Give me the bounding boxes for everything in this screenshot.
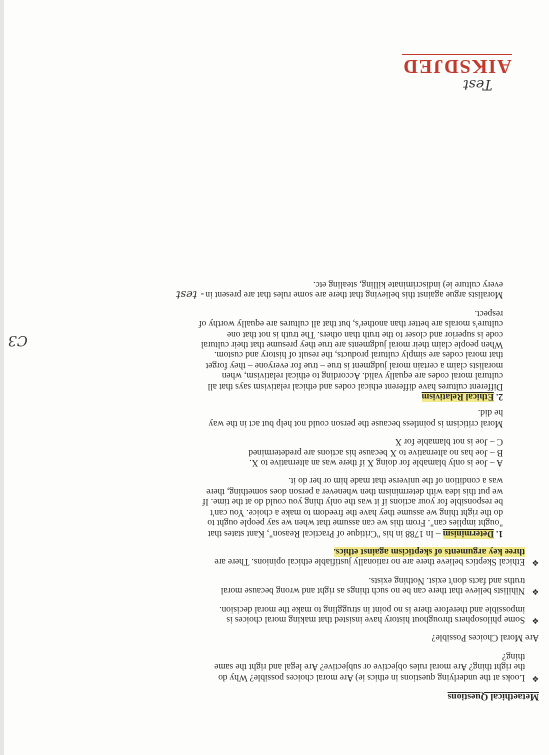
relativism-line-7: culture's morals are better than another's, but that all cultures are equally worthy of	[198, 319, 503, 330]
determinism-heading: Determinism	[442, 528, 494, 539]
diamond-bullet-icon: ❖	[531, 673, 539, 683]
relativism-line-4: that moral codes are simply cultural products, the result of history and custom.	[214, 350, 503, 361]
determinism-conclusion-2: he did.	[477, 408, 503, 419]
relativism-line-5: When people claim their moral judgments are true they presume that their cultural	[200, 340, 503, 351]
determinism-conclusion-1: Moral criticism is pointless because the person could not help but act in the way	[208, 418, 503, 429]
bullet3-line-2-highlighted: three key arguments of skepticism against ethics.	[333, 546, 525, 557]
relativism-number: 2.	[496, 392, 503, 403]
bullet1-line-1: Some philosophers throughout history have insisted that making moral choices is	[226, 614, 525, 625]
intro-line-1: Looks at the underlying questions in ethics ie) Are moral choices possible? Why do	[218, 672, 525, 683]
relativism-line-6: code is superior and closer to the truth than others. The truth is not that one	[227, 329, 503, 340]
bullet-philosophers	[19, 604, 539, 625]
determinism-line-1: – In 1788 in his "Critique of Practical Reason", Kant states that	[207, 528, 441, 539]
bullet2-line-1: Nihilists believe that there can be no such things as right and wrong because moral	[220, 586, 525, 597]
relativism-closing-2: every culture ie) indiscriminate killing, stealing etc.	[313, 280, 503, 290]
handwritten-test-note: Test	[463, 76, 493, 92]
bullet-intro	[19, 651, 539, 682]
diamond-bullet-icon: ❖	[531, 587, 539, 597]
diamond-bullet-icon: ❖	[531, 615, 539, 625]
relativism-line-2: cultural moral codes are equally valid. According to ethical relativism, when	[221, 371, 503, 382]
relativism-line-3: moralists claim a certain moral judgment is true – true for everyone – they forget	[205, 360, 503, 371]
determinism-line-5: we put this idea with determinism then whenever a person does something, there	[206, 486, 503, 497]
question-line: Are Moral Choices Possible?	[431, 633, 539, 644]
determinism-line-3: do the right thing we assume they have the freedom to make a choice. You can't	[210, 507, 503, 518]
relativism-line-8: respect.	[474, 308, 503, 319]
determinism-case-a: A – Joe is only blamable for doing X if there was an alternative to X.	[249, 458, 503, 469]
bullet1-line-2: impossible and therefore there is no point in struggling to make the moral decision.	[219, 604, 525, 615]
determinism-line-4: be responsible for your actions if it was the only thing you could do at the time. If	[202, 497, 503, 508]
relativism-heading: Ethical Relativism	[421, 392, 494, 403]
bullet3-line-1: Ethical Skeptics believe there are no rationally justifiable ethical opinions. There are	[214, 557, 525, 568]
determinism-number: 1.	[496, 528, 503, 539]
diamond-bullet-icon: ❖	[531, 558, 539, 568]
bullet2-line-2: truths and facts don't exist. Nothing exists.	[368, 575, 525, 586]
bullet-nihilists	[19, 575, 539, 596]
bullet-skeptics	[19, 547, 539, 568]
determinism-case-c: C – Joe is not blamable for X	[395, 437, 503, 448]
determinism-case-b: B – Joe has no alternative to X because his actions are predetermined	[248, 447, 503, 458]
determinism-line-2: "ought implies can". From this we can assume that when we say people ought to	[207, 518, 503, 529]
handwritten-test-margin-note: - test	[176, 288, 205, 301]
red-stamp: AIKSDJED	[402, 55, 512, 77]
relativism-line-1: Different cultures have different ethical codes and ethical relativism says that all	[207, 381, 503, 392]
document-body	[19, 280, 539, 701]
determinism-section	[19, 408, 539, 538]
relativism-section	[19, 280, 539, 402]
handwritten-page-mark: C3	[8, 332, 28, 348]
intro-line-2: the right thing? Are moral rules objective or subjective? Are legal and right the same	[214, 662, 525, 673]
intro-line-3: thing?	[502, 651, 525, 662]
relativism-closing-1: Moralists argue against this believing that there are some rules that are present in	[205, 290, 503, 301]
page-title: Metaethical Questions	[447, 691, 539, 702]
determinism-line-6: was a condition of the universe that made him or her do it.	[288, 476, 503, 487]
